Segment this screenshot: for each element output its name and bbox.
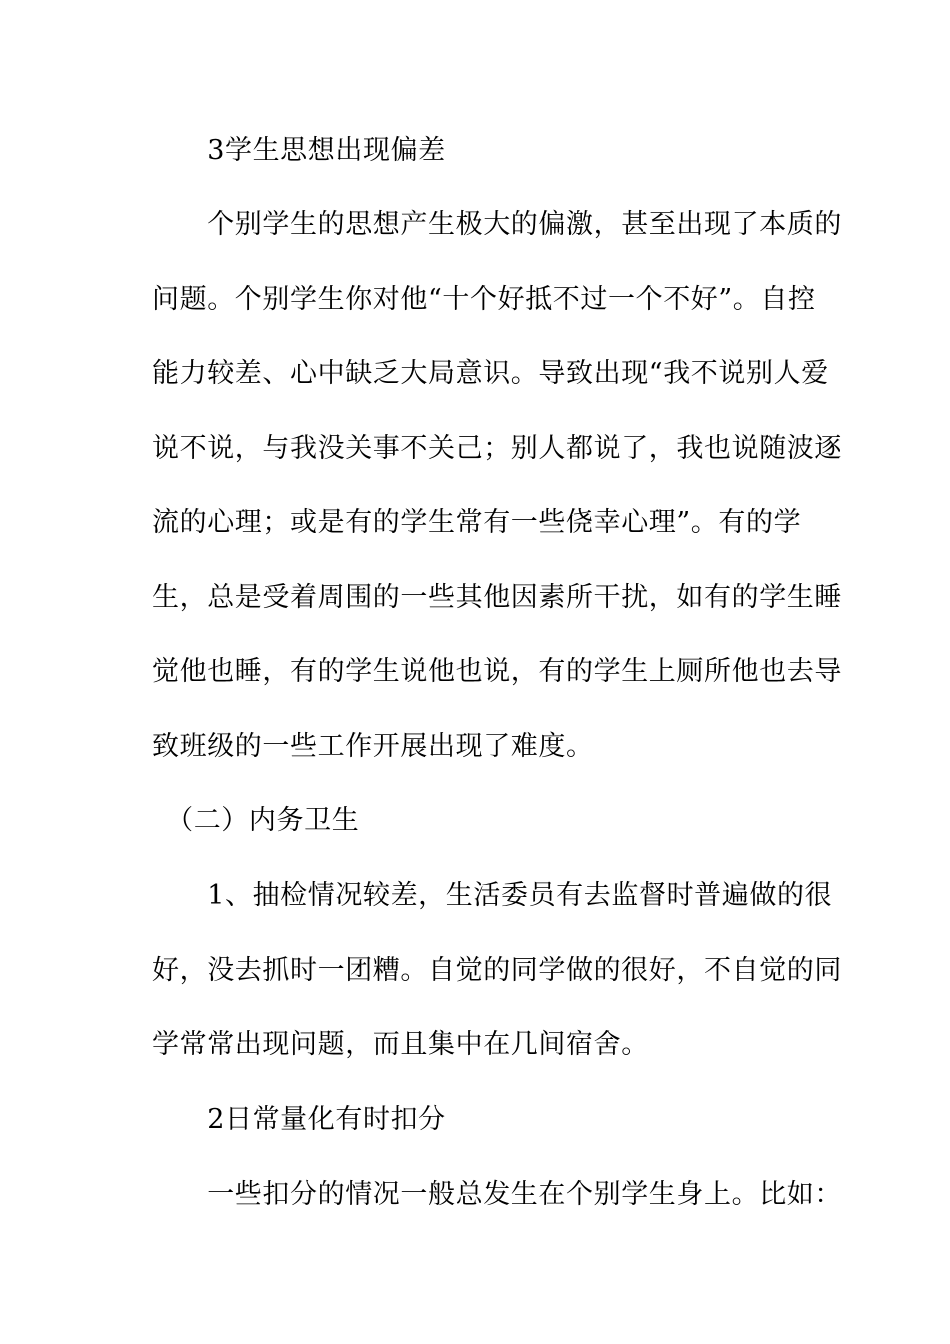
text-line: 觉他也睡，有的学生说他也说，有的学生上厕所他也去导 (152, 656, 842, 687)
text-line: 好，没去抓时一团糟。自觉的同学做的很好，不自觉的同 (152, 954, 842, 986)
text-line: 流的心理；或是有的学生常有一些侥幸心理”。有的学 (152, 507, 802, 538)
paragraph-deduction (152, 1158, 842, 1233)
paragraph-student-thought (152, 188, 842, 784)
text-line: 学常常出现问题，而且集中在几间宿舍。 (152, 1029, 649, 1060)
text-line: 3学生思想出现偏差 (152, 135, 446, 166)
heading-daily-deduction (152, 1083, 797, 1158)
heading-student-thought-deviation (152, 114, 797, 189)
text-line: 能力较差、心中缺乏大局意识。导致出现“我不说别人爱 (152, 358, 829, 389)
text-line: 2日常量化有时扣分 (152, 1104, 446, 1135)
heading-dorm-hygiene (152, 784, 797, 859)
text-line: 致班级的一些工作开展出现了难度。 (152, 730, 594, 762)
text-line: 一些扣分的情况一般总发生在个别学生身上。比如： (152, 1179, 842, 1210)
paragraph-inspection (152, 859, 842, 1083)
text-line: 说不说，与我没关事不关己；别人都说了，我也说随波逐 (152, 432, 842, 464)
text-line: 问题。个别学生你对他“十个好抵不过一个不好”。自控 (152, 283, 816, 315)
text-line: 1、抽检情况较差，生活委员有去监督时普遍做的很 (152, 880, 833, 911)
text-line: （二）内务卫生 (152, 805, 360, 836)
text-line: 生，总是受着周围的一些其他因素所干扰，如有的学生睡 (152, 581, 842, 613)
text-line: 个别学生的思想产生极大的偏激，甚至出现了本质的 (152, 209, 842, 240)
